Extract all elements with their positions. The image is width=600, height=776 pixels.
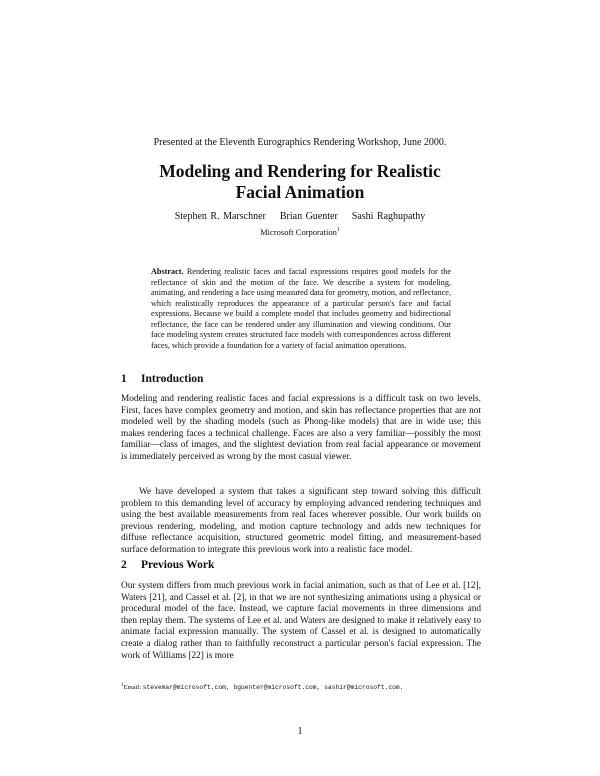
title-line-2: Facial Animation [235, 182, 365, 202]
abstract-text: Rendering realistic faces and facial expressions requires good models for the reflectance of skin and the motion of the face. We describe a system for modeling, animating, and rendering a face using measured data for geometry, motion, and reflectance, which realistically reproduces the appearance of a particular person's face and facial expressions. Because we build a complete model that includes geometry and bidirectional reflectance, the face can be rendered under any illumination and viewing conditions. Our face modeling system creates structured face models with correspondences across different faces, which provide a foundation for a variety of facial animation operations. [151, 267, 452, 350]
abstract-label: Abstract. [151, 267, 184, 276]
section-title: Previous Work [141, 559, 215, 571]
paragraph: Our system differs from much previous work in facial animation, such as that of Lee et al. [12], Waters [21], and Cassel et al. [2], in that we are not synthesizing animations using a physical or procedural model of the face. Instead, we capture facial movements in three dimensions and then replay them. The systems of Lee et al. and Waters are designed to make it relatively easy to animate facial expression manually. The system of Cassel et al. is designed to automatically create a dialog rather than to faithfully reconstruct a particular person's facial expression. The work of Williams [22] is more [121, 581, 481, 661]
footnote-label: Email: [123, 684, 142, 692]
paragraph: Modeling and rendering realistic faces and facial expressions is a difficult task on two levels. First, faces have complex geometry and motion, and skin has reflectance properties that are not modeled well by the shading models (such as Phong-like models) that are in wide use; this makes rendering faces a technical challenge. Faces are also a very familiar—possibly the most familiar—class of images, and the slightest deviation from real facial appearance or movement is immediately perceived as wrong by the most casual viewer. [121, 394, 481, 462]
section-number: 1 [121, 373, 127, 385]
footnote [121, 682, 481, 692]
section-heading-previous-work [121, 559, 214, 571]
paper-title [0, 161, 600, 203]
affiliation-footnote-mark: 1 [336, 227, 340, 234]
section-number: 2 [121, 559, 127, 571]
page-number: 1 [297, 726, 303, 737]
section-heading-introduction [121, 373, 203, 385]
venue-note: Presented at the Eleventh Eurographics Rendering Workshop, June 2000. [153, 137, 447, 148]
abstract [151, 267, 451, 351]
footnote-emails: stevemar@microsoft.com, bguenter@microsoft.com, sashir@microsoft.com. [142, 684, 404, 692]
paragraph: We have developed a system that takes a significant step toward solving this difficult problem to this demanding level of accuracy by employing advanced rendering techniques and using the best available measurements from real faces wherever possible. Our work builds on previous rendering, modeling, and motion capture technology and adds new techniques for diffuse reflectance acquisition, structured geometric model fitting, and measurement-based surface deformation to integrate this previous work into a realistic face model. [121, 487, 481, 555]
author-list: Stephen R. Marschner Brian Guenter Sashi Raghupathy [174, 211, 426, 222]
footnote-mark: 1 [121, 683, 124, 688]
section-title: Introduction [141, 373, 204, 385]
affiliation-name: Microsoft Corporation [260, 227, 337, 237]
affiliation [0, 227, 600, 237]
title-line-1: Modeling and Rendering for Realistic [159, 161, 441, 181]
